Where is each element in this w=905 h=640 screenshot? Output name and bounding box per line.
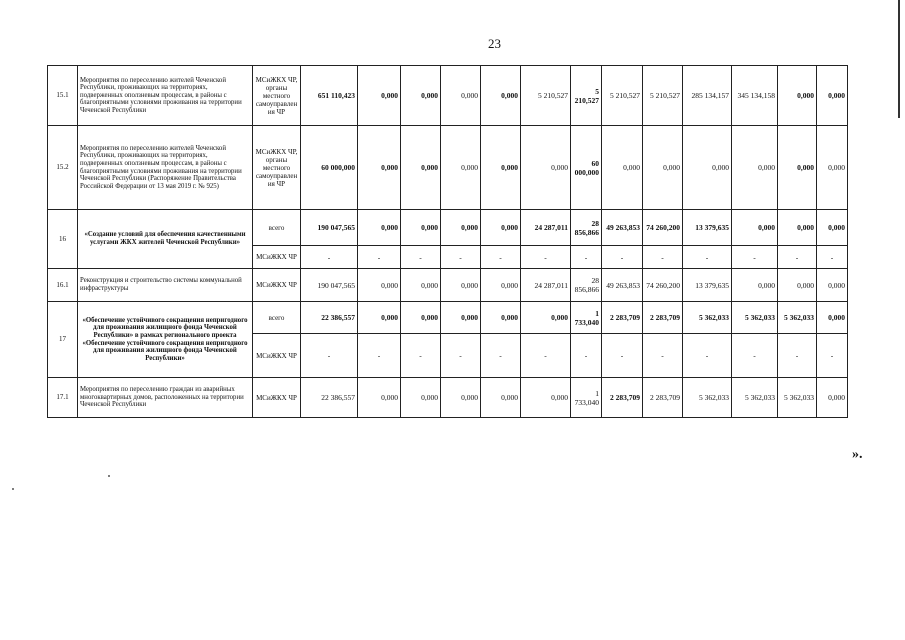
row-description-cell: Мероприятия по переселению жителей Чеченской Республики, проживающих на территориях, подверженных оползневым процессам, в районы с благоприятными условиями проживания на территории Чеченской Республики (Распоряжение Правительства Российской Федерации от 13 мая 2019 г. № 925) (78, 126, 253, 210)
table-row (48, 269, 848, 302)
value-cell: - (401, 246, 441, 269)
value-cell: 0,000 (817, 378, 848, 418)
value-cell: - (602, 334, 643, 378)
value-cell: 0,000 (732, 210, 778, 246)
value-cell: - (817, 334, 848, 378)
value-cell: 0,000 (358, 66, 401, 126)
value-cell: 74 260,200 (643, 269, 683, 302)
row-description-cell: «Создание условий для обеспечения качественными услугами ЖКХ жителей Чеченской Республики» (78, 210, 253, 269)
row-index-cell: 15.1 (48, 66, 78, 126)
value-cell: - (683, 246, 732, 269)
value-cell: 0,000 (441, 66, 481, 126)
value-cell: 0,000 (358, 378, 401, 418)
value-cell: - (602, 246, 643, 269)
row-description-cell: Реконструкция и строительство системы коммунальной инфраструктуры (78, 269, 253, 302)
row-executor-cell: МСиЖКХ ЧР, органы местного самоуправления ЧР (253, 126, 301, 210)
scan-speck (108, 475, 110, 477)
row-description-cell: Мероприятия по переселению жителей Чеченской Республики, проживающих на территориях, подверженных оползневым процессам, в районы с благоприятными условиями проживания на территории Чеченской Республики (78, 66, 253, 126)
row-executor-cell: МСиЖКХ ЧР (253, 246, 301, 269)
value-cell: 5 362,033 (683, 302, 732, 334)
value-cell: - (358, 246, 401, 269)
value-cell: 0,000 (817, 66, 848, 126)
row-executor-cell: МСиЖКХ ЧР, органы местного самоуправления ЧР (253, 66, 301, 126)
value-cell: 0,000 (358, 210, 401, 246)
value-cell: 0,000 (683, 126, 732, 210)
value-cell: - (732, 334, 778, 378)
value-cell: 5 362,033 (778, 378, 817, 418)
value-cell: - (643, 334, 683, 378)
value-cell: 285 134,157 (683, 66, 732, 126)
row-executor-cell: всего (253, 302, 301, 334)
value-cell: 0,000 (441, 126, 481, 210)
value-cell: 22 386,557 (301, 302, 358, 334)
value-cell: 0,000 (441, 302, 481, 334)
value-cell: 5 362,033 (732, 378, 778, 418)
value-cell: 28 856,866 (571, 269, 602, 302)
value-cell: 49 263,853 (602, 269, 643, 302)
value-cell: 0,000 (602, 126, 643, 210)
value-cell: - (778, 246, 817, 269)
value-cell: 0,000 (481, 210, 521, 246)
value-cell: 0,000 (778, 66, 817, 126)
row-index-cell: 16.1 (48, 269, 78, 302)
value-cell: 190 047,565 (301, 210, 358, 246)
value-cell: 0,000 (778, 126, 817, 210)
value-cell: 0,000 (401, 378, 441, 418)
value-cell: - (401, 334, 441, 378)
value-cell: 0,000 (401, 66, 441, 126)
closing-quote-mark: ». (852, 447, 863, 462)
value-cell: 0,000 (401, 269, 441, 302)
value-cell: 0,000 (643, 126, 683, 210)
table-row (48, 302, 848, 334)
value-cell: 49 263,853 (602, 210, 643, 246)
value-cell: 0,000 (441, 269, 481, 302)
value-cell: - (732, 246, 778, 269)
value-cell: 0,000 (401, 210, 441, 246)
value-cell: 0,000 (441, 378, 481, 418)
value-cell: 0,000 (817, 126, 848, 210)
value-cell: 345 134,158 (732, 66, 778, 126)
value-cell: 74 260,200 (643, 210, 683, 246)
value-cell: - (441, 246, 481, 269)
value-cell: - (301, 334, 358, 378)
value-cell: 651 110,423 (301, 66, 358, 126)
table-row (48, 66, 848, 126)
value-cell: - (358, 334, 401, 378)
value-cell: 0,000 (817, 269, 848, 302)
value-cell: 5 362,033 (778, 302, 817, 334)
row-index-cell: 15.2 (48, 126, 78, 210)
value-cell: 13 379,635 (683, 210, 732, 246)
scan-edge-line (898, 0, 900, 118)
value-cell: 0,000 (358, 302, 401, 334)
value-cell: 60 000,000 (301, 126, 358, 210)
value-cell: - (571, 246, 602, 269)
table-row (48, 378, 848, 418)
value-cell: 60 000,000 (571, 126, 602, 210)
table-row (48, 210, 848, 246)
value-cell: - (441, 334, 481, 378)
value-cell: - (521, 246, 571, 269)
row-index-cell: 17 (48, 302, 78, 378)
value-cell: 5 210,527 (571, 66, 602, 126)
value-cell: 0,000 (481, 378, 521, 418)
value-cell: 0,000 (817, 210, 848, 246)
value-cell: 0,000 (481, 302, 521, 334)
value-cell: 0,000 (817, 302, 848, 334)
value-cell: 24 287,011 (521, 210, 571, 246)
value-cell: 1 733,040 (571, 378, 602, 418)
value-cell: 0,000 (521, 378, 571, 418)
value-cell: 0,000 (481, 126, 521, 210)
value-cell: 5 210,527 (521, 66, 571, 126)
value-cell: - (521, 334, 571, 378)
value-cell: 0,000 (358, 269, 401, 302)
value-cell: 13 379,635 (683, 269, 732, 302)
value-cell: 5 362,033 (683, 378, 732, 418)
value-cell: 190 047,565 (301, 269, 358, 302)
row-index-cell: 17.1 (48, 378, 78, 418)
value-cell: - (643, 246, 683, 269)
value-cell: 0,000 (732, 269, 778, 302)
row-executor-cell: МСиЖКХ ЧР (253, 378, 301, 418)
row-executor-cell: МСиЖКХ ЧР (253, 269, 301, 302)
value-cell: 0,000 (732, 126, 778, 210)
row-description-cell: Мероприятия по переселению граждан из аварийных многоквартирных домов, расположенных на территории Чеченской Республики (78, 378, 253, 418)
value-cell: 2 283,709 (602, 378, 643, 418)
value-cell: 28 856,866 (571, 210, 602, 246)
table-row (48, 126, 848, 210)
value-cell: 0,000 (481, 269, 521, 302)
value-cell: 0,000 (401, 126, 441, 210)
row-description-cell: «Обеспечение устойчивого сокращения непригодного для проживания жилищного фонда Чеченской Республики» в рамках регионального проекта «Обеспечение устойчивого сокращения непригодного для проживания жилищного фонда Чеченской Республики» (78, 302, 253, 378)
value-cell: 0,000 (358, 126, 401, 210)
value-cell: 2 283,709 (643, 378, 683, 418)
value-cell: 24 287,011 (521, 269, 571, 302)
value-cell: - (301, 246, 358, 269)
value-cell: 0,000 (401, 302, 441, 334)
budget-table (47, 65, 848, 418)
value-cell: 0,000 (441, 210, 481, 246)
row-executor-cell: МСиЖКХ ЧР (253, 334, 301, 378)
value-cell: 0,000 (778, 269, 817, 302)
page-number: 23 (488, 36, 501, 51)
row-executor-cell: всего (253, 210, 301, 246)
value-cell: 0,000 (521, 302, 571, 334)
value-cell: 22 386,557 (301, 378, 358, 418)
value-cell: 2 283,709 (643, 302, 683, 334)
value-cell: 0,000 (481, 66, 521, 126)
value-cell: - (778, 334, 817, 378)
value-cell: 1 733,040 (571, 302, 602, 334)
value-cell: 2 283,709 (602, 302, 643, 334)
value-cell: - (481, 334, 521, 378)
value-cell: - (683, 334, 732, 378)
value-cell: - (571, 334, 602, 378)
value-cell: 5 362,033 (732, 302, 778, 334)
value-cell: - (817, 246, 848, 269)
value-cell: 0,000 (521, 126, 571, 210)
scan-speck (12, 488, 14, 490)
value-cell: 0,000 (778, 210, 817, 246)
row-index-cell: 16 (48, 210, 78, 269)
value-cell: - (481, 246, 521, 269)
value-cell: 5 210,527 (602, 66, 643, 126)
value-cell: 5 210,527 (643, 66, 683, 126)
